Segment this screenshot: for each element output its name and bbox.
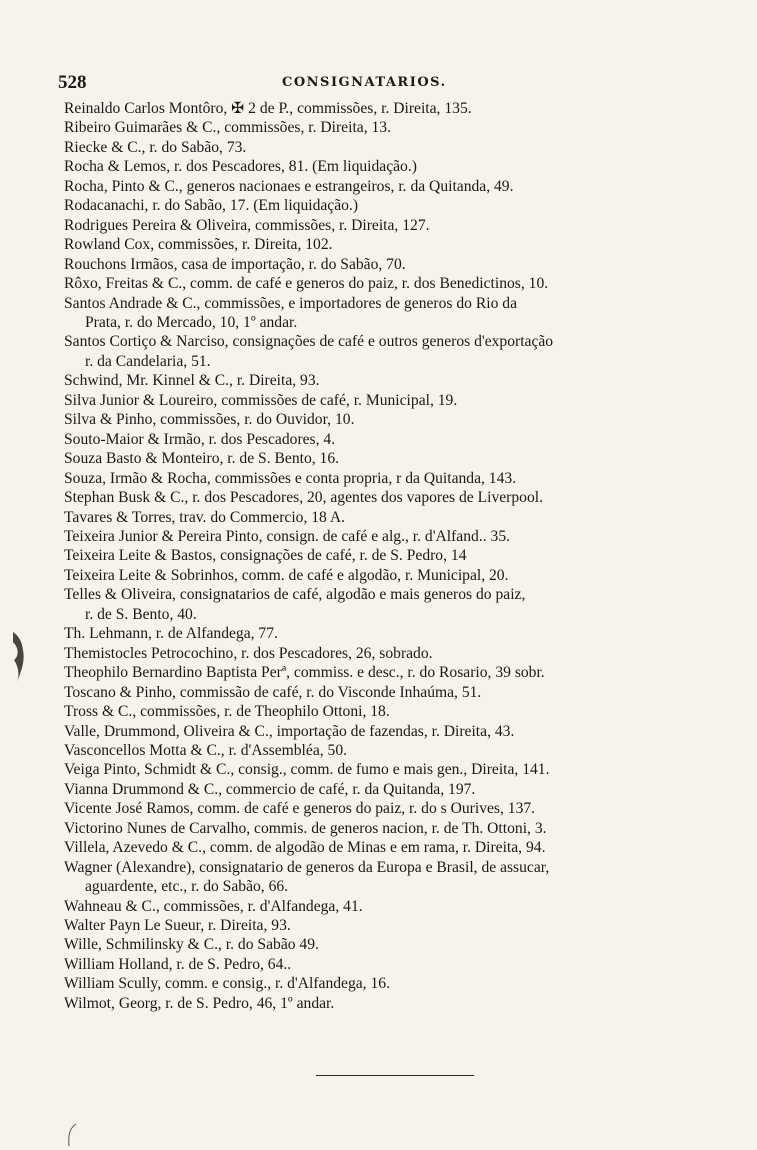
directory-entry <box>64 566 704 585</box>
directory-entry <box>64 994 704 1013</box>
directory-entry <box>64 624 704 643</box>
directory-entry <box>64 488 704 507</box>
entry-text: Themistocles Petrocochino, r. dos Pescadores, 26, sobrado. <box>64 644 433 662</box>
directory-entry <box>64 508 704 527</box>
directory-entry <box>64 332 704 371</box>
entry-text: Rouchons Irmãos, casa de importação, r. do Sabão, 70. <box>64 255 406 273</box>
entry-text: Valle, Drummond, Oliveira & C., importação de fazendas, r. Direita, 43. <box>64 722 515 740</box>
entry-text: Toscano & Pinho, commissão de café, r. do Visconde Inhaúma, 51. <box>64 683 482 701</box>
directory-entry <box>64 546 704 565</box>
directory-entry <box>64 449 704 468</box>
entry-text: Souza Basto & Monteiro, r. de S. Bento, 16. <box>64 450 340 468</box>
entry-text: Victorino Nunes de Carvalho, commis. de generos nacion, r. de Th. Ottoni, 3. <box>64 819 547 837</box>
directory-entry <box>64 138 704 157</box>
entry-text: Vasconcellos Motta & C., r. d'Assembléa, 50. <box>64 741 348 759</box>
entry-text: Tavares & Torres, trav. do Commercio, 18 A. <box>64 508 346 526</box>
directory-list <box>64 99 704 1013</box>
entry-text: Telles & Oliveira, consignatarios de café, algodão e mais generos do paiz, <box>64 586 526 604</box>
directory-entry <box>64 235 704 254</box>
directory-entry <box>64 741 704 760</box>
entry-text: Silva & Pinho, commissões, r. do Ouvidor, 10. <box>64 411 355 429</box>
directory-entry <box>64 702 704 721</box>
entry-text: Tross & C., commissões, r. de Theophilo Ottoni, 18. <box>64 703 390 721</box>
directory-entry <box>64 585 704 624</box>
entry-text: Rocha, Pinto & C., generos nacionaes e estrangeiros, r. da Quitanda, 49. <box>64 177 514 195</box>
entry-text: Santos Andrade & C., commissões, e importadores de generos do Rio da <box>64 294 518 312</box>
directory-entry <box>64 897 704 916</box>
entry-text: Stephan Busk & C., r. dos Pescadores, 20, agentes dos vapores de Liverpool. <box>64 489 543 507</box>
directory-entry <box>64 663 704 682</box>
directory-entry <box>64 819 704 838</box>
directory-entry <box>64 683 704 702</box>
entry-text: Theophilo Bernardino Baptista Perª, commiss. e desc., r. do Rosario, 39 sobr. <box>64 664 545 682</box>
directory-entry <box>64 255 704 274</box>
page-header <box>58 72 678 94</box>
entry-text: Vianna Drummond & C., commercio de café, r. da Quitanda, 197. <box>64 780 476 798</box>
directory-entry <box>64 118 704 137</box>
directory-entry <box>64 644 704 663</box>
directory-entry <box>64 177 704 196</box>
directory-entry <box>64 974 704 993</box>
directory-entry <box>64 430 704 449</box>
entry-text: Wahneau & C., commissões, r. d'Alfandega, 41. <box>64 897 363 915</box>
entry-text: Souza, Irmão & Rocha, commissões e conta propria, r da Quitanda, 143. <box>64 469 517 487</box>
entry-text: Wagner (Alexandre), consignatario de generos da Europa e Brasil, de assucar, <box>64 858 550 876</box>
directory-entry <box>64 216 704 235</box>
entry-text: Souto-Maior & Irmão, r. dos Pescadores, 4. <box>64 430 336 448</box>
entry-text: Rodrigues Pereira & Oliveira, commissões, r. Direita, 127. <box>64 216 430 234</box>
entry-text: William Holland, r. de S. Pedro, 64.. <box>64 955 292 973</box>
entry-text: Rodacanachi, r. do Sabão, 17. (Em liquidação.) <box>64 197 359 215</box>
page-number: 528 <box>58 72 87 93</box>
entry-text: Vicente José Ramos, comm. de café e generos do paiz, r. do s Ourives, 137. <box>64 800 536 818</box>
entry-text: Riecke & C., r. do Sabão, 73. <box>64 138 247 156</box>
section-end-rule <box>316 1075 474 1076</box>
entry-text: Rôxo, Freitas & C., comm. de café e generos do paiz, r. dos Benedictinos, 10. <box>64 275 549 293</box>
entry-text: Wilmot, Georg, r. de S. Pedro, 46, 1º andar. <box>64 994 335 1012</box>
entry-text: Veiga Pinto, Schmidt & C., consig., comm. de fumo e mais gen., Direita, 141. <box>64 761 550 779</box>
entry-text: Villela, Azevedo & C., comm. de algodão de Minas e em rama, r. Direita, 94. <box>64 839 546 857</box>
directory-entry <box>64 760 704 779</box>
entry-text: Schwind, Mr. Kinnel & C., r. Direita, 93. <box>64 372 320 390</box>
entry-text: Th. Lehmann, r. de Alfandega, 77. <box>64 625 278 643</box>
entry-text: Teixeira Leite & Sobrinhos, comm. de café e algodão, r. Municipal, 20. <box>64 566 509 584</box>
entry-continuation: r. de S. Bento, 40. <box>85 605 197 623</box>
entry-text: Walter Payn Le Sueur, r. Direita, 93. <box>64 917 291 935</box>
directory-entry <box>64 99 704 118</box>
directory-entry <box>64 371 704 390</box>
directory-entry <box>64 196 704 215</box>
directory-entry <box>64 799 704 818</box>
entry-text: Silva Junior & Loureiro, commissões de café, r. Municipal, 19. <box>64 391 458 409</box>
entry-text: Rowland Cox, commissões, r. Direita, 102. <box>64 236 333 254</box>
entry-text: Rocha & Lemos, r. dos Pescadores, 81. (Em liquidação.) <box>64 158 417 176</box>
directory-entry <box>64 527 704 546</box>
entry-text: Reinaldo Carlos Montôro, ✠ 2 de P., commissões, r. Direita, 135. <box>64 100 472 117</box>
directory-entry <box>64 469 704 488</box>
directory-entry <box>64 858 704 897</box>
directory-entry <box>64 955 704 974</box>
directory-entry <box>64 780 704 799</box>
ink-bleed-mark <box>10 630 32 684</box>
entry-text: Wille, Schmilinsky & C., r. do Sabão 49. <box>64 936 319 954</box>
directory-entry <box>64 157 704 176</box>
entry-text: William Scully, comm. e consig., r. d'Alfandega, 16. <box>64 975 390 993</box>
pencil-mark <box>66 1122 78 1148</box>
entry-text: Teixeira Leite & Bastos, consignações de café, r. de S. Pedro, 14 <box>64 547 467 565</box>
directory-entry <box>64 391 704 410</box>
entry-text: Teixeira Junior & Pereira Pinto, consign. de café e alg., r. d'Alfand.. 35. <box>64 527 511 545</box>
directory-entry <box>64 838 704 857</box>
directory-entry <box>64 722 704 741</box>
directory-entry <box>64 274 704 293</box>
entry-text: Ribeiro Guimarães & C., commissões, r. Direita, 13. <box>64 119 391 137</box>
entry-continuation: aguardente, etc., r. do Sabão, 66. <box>85 878 289 896</box>
entry-continuation: r. da Candelaria, 51. <box>85 352 211 370</box>
entry-continuation: Prata, r. do Mercado, 10, 1º andar. <box>85 313 298 331</box>
directory-entry <box>64 935 704 954</box>
directory-entry <box>64 916 704 935</box>
directory-entry <box>64 410 704 429</box>
running-title: CONSIGNATARIOS. <box>282 75 447 90</box>
entry-text: Santos Cortiço & Narciso, consignações de café e outros generos d'exportação <box>64 333 554 351</box>
directory-entry <box>64 294 704 333</box>
